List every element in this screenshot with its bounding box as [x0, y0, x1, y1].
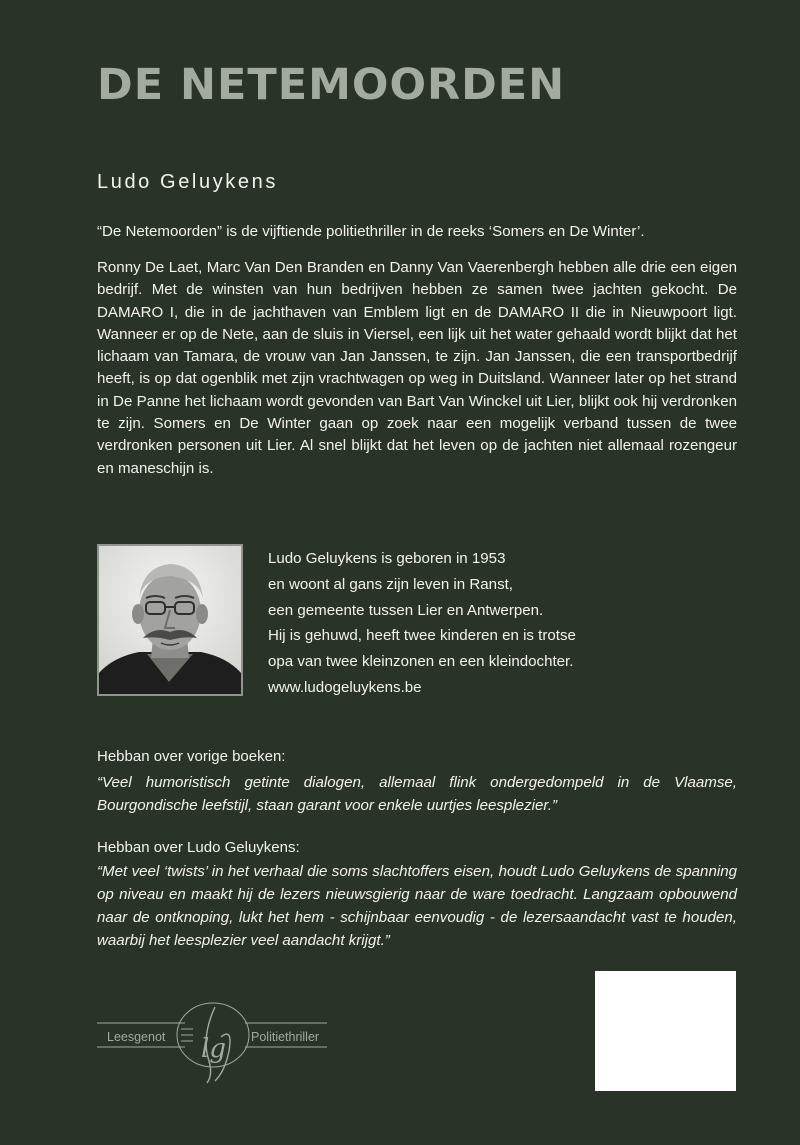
- publisher-monogram: lg: [201, 1034, 226, 1064]
- blurb-intro: “De Netemoorden” is de vijftiende politiethriller in de reeks ‘Somers en De Winter’.: [97, 223, 645, 240]
- review-quote-author: “Met veel ‘twists’ in het verhaal die soms slachtoffers eisen, houdt Ludo Geluykens de spanning op niveau en maakt hij de lezers nieuwsgierig naar de ware toedracht. Langzaam opbouwend naar de ontknoping, lukt het hem - schijnbaar eenvoudig - de lezersaandacht vast te houden, waarbij het leesplezier veel aandacht krijgt.”: [97, 863, 737, 949]
- bio-line: en woont al gans zijn leven in Ranst,: [268, 575, 514, 593]
- blurb-summary: Ronny De Laet, Marc Van Den Branden en Danny Van Vaerenbergh hebben alle drie een eigen bedrijf. Met de winsten van hun bedrijven hebben ze samen twee jachten gekocht. De DAMARO I, die in de jachthaven van Emblem ligt en de DAMARO II die in Nieuwpoort ligt. Wanneer er op de Nete, aan de sluis in Viersel, een lijk uit het water gehaald wordt blijkt dat het lichaam van Tamara, de vrouw van Jan Janssen, te zijn. Jan Janssen, die een transportbedrijf heeft, is op dat ogenblik met zijn vrachtwagen op weg in Duitsland. Wanneer later op het strand in De Panne het lichaam wordt gevonden van Bart Van Winckel uit Lier, blijkt ook hij verdronken te zijn. Somers en De Winter gaan op zoek naar een mogelijk verband tussen de twee verdronken personen uit Lier. Al snel blijkt dat het leven op de jachten niet allemaal rozengeur en maneschijn is.: [97, 259, 737, 477]
- review-quote-previous-books: “Veel humoristisch getinte dialogen, allemaal flink ondergedompeld in de Vlaamse, Bourgondische leefstijl, staan garant voor enkele uurtjes leesplezier.”: [97, 774, 737, 814]
- author-name: Ludo Geluykens: [97, 171, 278, 193]
- review-label-author: Hebban over Ludo Geluykens:: [97, 839, 300, 856]
- bio-line: een gemeente tussen Lier en Antwerpen.: [268, 601, 544, 619]
- bio-line: Ludo Geluykens is geboren in 1953: [268, 550, 506, 567]
- publisher-left-label: Leesgenot: [107, 1030, 166, 1044]
- barcode-area: [595, 971, 736, 1091]
- publisher-logo: [97, 997, 332, 1085]
- bio-line: opa van twee kleinzonen en een kleindochter.: [268, 653, 574, 671]
- author-bio: [268, 546, 598, 701]
- bio-line: Hij is gehuwd, heeft twee kinderen en is trotse: [268, 627, 576, 645]
- book-title: DE NETEMOORDEN: [97, 60, 566, 110]
- author-photo: [97, 544, 243, 696]
- author-website-link[interactable]: www.ludogeluykens.be: [268, 678, 422, 696]
- publisher-right-label: Politiethriller: [251, 1030, 320, 1044]
- review-label-previous-books: Hebban over vorige boeken:: [97, 748, 286, 765]
